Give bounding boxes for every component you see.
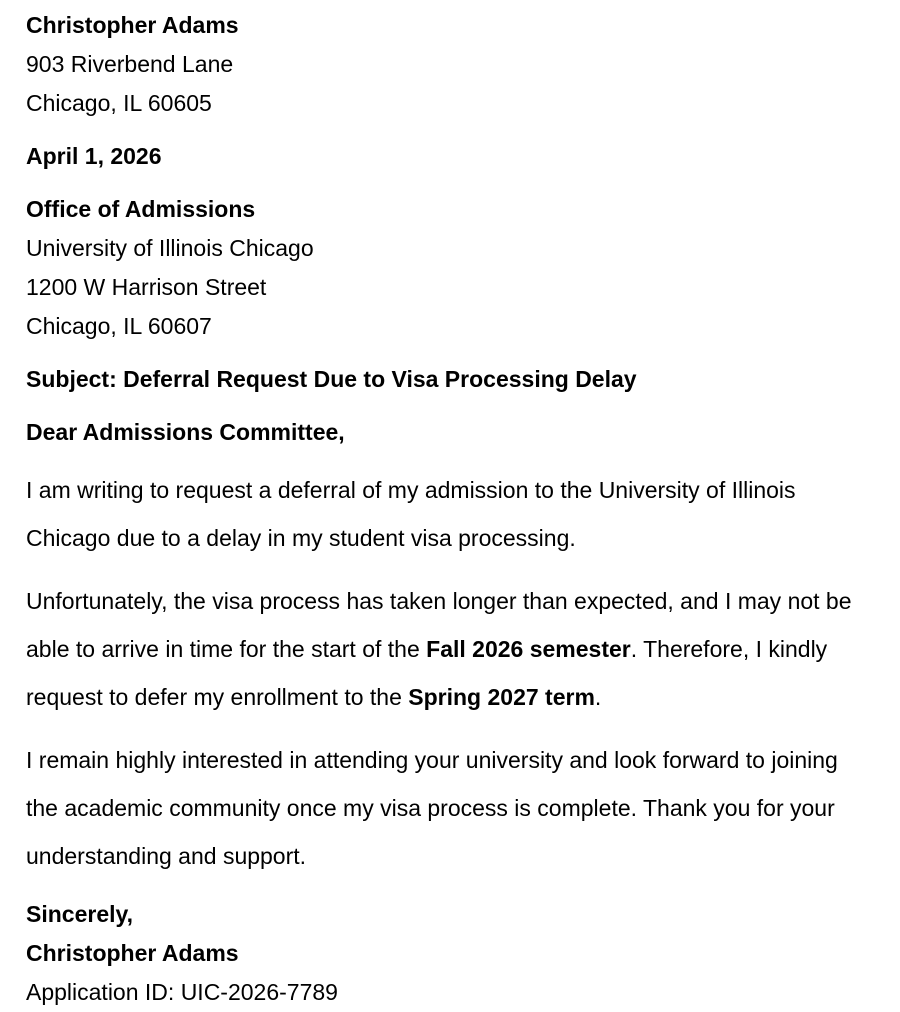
paragraph-2-emphasis-fall-term: Fall 2026 semester xyxy=(426,636,631,662)
spacer-after-paragraph-2 xyxy=(26,721,874,736)
sender-name: Christopher Adams xyxy=(26,12,239,38)
sender-address-block xyxy=(26,6,874,123)
valediction: Sincerely, xyxy=(26,901,133,927)
closing-block xyxy=(26,895,874,1012)
body-paragraph-1: I am writing to request a deferral of my admission to the University of Illinois Chicago due to a delay in my student visa processing. xyxy=(26,477,796,551)
application-id: Application ID: UIC-2026-7789 xyxy=(26,979,338,1005)
recipient-street: 1200 W Harrison Street xyxy=(26,274,267,300)
spacer-after-subject xyxy=(26,399,874,413)
sender-city-state-zip: Chicago, IL 60605 xyxy=(26,90,212,116)
spacer-after-paragraph-3 xyxy=(26,880,874,895)
recipient-office: Office of Admissions xyxy=(26,196,256,222)
recipient-address-block xyxy=(26,190,874,346)
sender-street: 903 Riverbend Lane xyxy=(26,51,234,77)
spacer-after-paragraph-1 xyxy=(26,562,874,577)
paragraph-2-part-3: . xyxy=(594,684,602,710)
spacer-after-recipient xyxy=(26,346,874,360)
paragraph-2-part-2: . Therefore, I kindly request to defer my enrollment to the xyxy=(26,636,828,710)
spacer-after-sender xyxy=(26,123,874,137)
recipient-institution: University of Illinois Chicago xyxy=(26,235,314,261)
body-paragraph-2 xyxy=(26,577,872,721)
paragraph-2-part-1: Unfortunately, the visa process has taken longer than expected, and I may not be able to arrive in time for the start of the xyxy=(26,588,852,662)
salutation: Dear Admissions Committee, xyxy=(26,419,345,445)
signature-name: Christopher Adams xyxy=(26,940,239,966)
body-paragraph-3: I remain highly interested in attending your university and look forward to joining the academic community once my visa process is complete. Thank you for your understanding and support. xyxy=(26,747,838,869)
spacer-after-salutation xyxy=(26,452,874,466)
paragraph-2-emphasis-spring-term: Spring 2027 term xyxy=(408,684,595,710)
letter-date: April 1, 2026 xyxy=(26,143,162,169)
recipient-city-state-zip: Chicago, IL 60607 xyxy=(26,313,212,339)
subject-line: Subject: Deferral Request Due to Visa Processing Delay xyxy=(26,366,637,392)
spacer-after-date xyxy=(26,176,874,190)
